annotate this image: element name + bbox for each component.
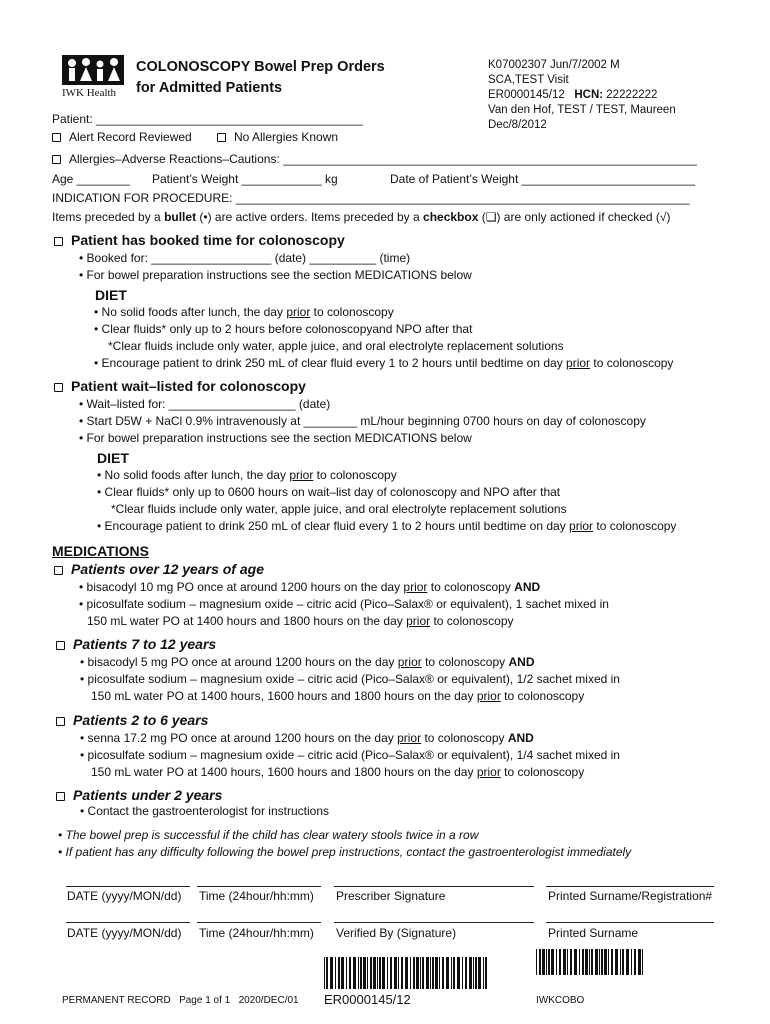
barcode-bar — [446, 957, 449, 989]
barcode-bar — [398, 957, 399, 989]
barcode-bar — [642, 949, 643, 975]
weight-date-field[interactable]: Date of Patient’s Weight __________________________ — [390, 172, 696, 186]
checkbox-icon[interactable] — [56, 641, 65, 650]
waitlisted-diet-item: • No solid foods after lunch, the day prior to colonoscopy — [97, 468, 397, 482]
print-date: 2020/DEC/01 — [238, 995, 299, 1006]
barcode-bar — [563, 949, 566, 975]
barcode-bar — [601, 949, 603, 975]
checkbox-icon[interactable] — [217, 133, 226, 142]
booked-diet-item: • Clear fluids* only up to 2 hours before colonoscopyand NPO after that — [94, 322, 473, 336]
verified-signature-label: Verified By (Signature) — [336, 926, 457, 940]
checkbox-icon[interactable] — [54, 566, 63, 575]
barcode-bar — [634, 949, 636, 975]
date-line — [66, 922, 190, 923]
over12-item-cont: 150 mL water PO at 1400 hours and 1800 hours on the day prior to colonoscopy — [87, 614, 514, 628]
barcode-bar — [567, 949, 568, 975]
allergies-field[interactable]: Allergies–Adverse Reactions–Cautions: ______________________________________________________________ — [69, 152, 697, 166]
barcode-bar — [599, 949, 600, 975]
2to6-item: • picosulfate sodium – magnesium oxide – citric acid (Pico–Salax® or equivalent), 1/4 sachet mixed in — [80, 748, 620, 762]
checkbox-icon[interactable] — [52, 133, 61, 142]
form-title-line2: for Admitted Patients — [136, 80, 283, 96]
encounter-barcode — [324, 957, 490, 989]
patient-id-line: K07002307 Jun/7/2002 M — [488, 59, 620, 71]
time-label: Time (24hour/hh:mm) — [199, 926, 314, 940]
barcode-bar — [631, 949, 632, 975]
success-note: • The bowel prep is successful if the child has clear watery stools twice in a row — [58, 828, 479, 842]
alert-reviewed-checkbox[interactable] — [52, 130, 192, 144]
barcode-bar — [338, 957, 340, 989]
time-line — [197, 886, 321, 887]
barcode-bar — [638, 949, 641, 975]
waitlisted-section-heading[interactable]: Patient wait–listed for colonoscopy — [54, 378, 306, 394]
waitlisted-iv-field[interactable]: • Start D5W + NaCl 0.9% intravenously at ________ mL/hour beginning 0700 hours on day of colonoscopy — [79, 414, 646, 428]
permanent-record-label: PERMANENT RECORD — [62, 995, 171, 1006]
barcode-bar — [465, 957, 467, 989]
barcode-bar — [556, 949, 557, 975]
verified-line — [334, 922, 534, 923]
printed-line — [546, 886, 714, 887]
7to12-item: • picosulfate sodium – magnesium oxide – citric acid (Pico–Salax® or equivalent), 1/2 sachet mixed in — [80, 672, 620, 686]
7to12-item-cont: 150 mL water PO at 1400 hours, 1600 hours and 1800 hours on the day prior to colonoscopy — [91, 689, 585, 703]
no-allergies-label: No Allergies Known — [234, 130, 339, 144]
7to12-heading[interactable]: Patients 7 to 12 years — [56, 636, 216, 652]
barcode-bar — [373, 957, 376, 989]
allergies-checkbox[interactable] — [52, 152, 697, 166]
date-label: DATE (yyyy/MON/dd) — [67, 889, 182, 903]
barcode-bar — [379, 957, 381, 989]
encounter-number: ER0000145/12 — [488, 89, 565, 101]
under2-heading[interactable]: Patients under 2 years — [56, 787, 222, 803]
barcode-bar — [626, 949, 629, 975]
barcode-bar — [382, 957, 385, 989]
logo-text: IWK Health — [62, 87, 117, 99]
barcode-bar — [582, 949, 584, 975]
barcode-bar — [394, 957, 397, 989]
barcode-bar — [453, 957, 455, 989]
booked-diet-item: • Encourage patient to drink 250 mL of clear fluid every 1 to 2 hours until bedtime on day prior to colonoscopy — [94, 356, 674, 370]
hcn-label: HCN: — [574, 89, 604, 101]
barcode-bar — [542, 949, 545, 975]
over12-item: • bisacodyl 10 mg PO once at around 1200 hours on the day prior to colonoscopy AND — [79, 580, 541, 594]
barcode-bar — [536, 949, 537, 975]
checkbox-icon[interactable] — [54, 383, 63, 392]
barcode-bar — [570, 949, 572, 975]
barcode-bar — [478, 957, 481, 989]
checkbox-icon[interactable] — [56, 792, 65, 801]
2to6-heading[interactable]: Patients 2 to 6 years — [56, 712, 208, 728]
over12-heading[interactable]: Patients over 12 years of age — [54, 561, 264, 577]
waitlisted-instructions: • For bowel preparation instructions see the section MEDICATIONS below — [79, 431, 472, 445]
barcode-bar — [370, 957, 372, 989]
waitlisted-diet-item: • Clear fluids* only up to 0600 hours on wait–list day of colonoscopy and NPO after that — [97, 485, 561, 499]
footer-record-info — [62, 995, 299, 1006]
barcode-bar — [548, 949, 550, 975]
over12-item: • picosulfate sodium – magnesium oxide – citric acid (Pico–Salax® or equivalent), 1 sachet mixed in — [79, 597, 609, 611]
barcode-bar — [457, 957, 460, 989]
indication-field[interactable]: INDICATION FOR PROCEDURE: ____________________________________________________________________ — [52, 191, 690, 205]
patient-visit-line: SCA,TEST Visit — [488, 74, 569, 86]
form-title-line1: COLONOSCOPY Bowel Prep Orders — [136, 59, 385, 75]
barcode-bar — [326, 957, 328, 989]
hcn-value: 22222222 — [606, 89, 658, 101]
barcode-bar — [349, 957, 351, 989]
barcode-bar — [551, 949, 554, 975]
barcode-bar — [341, 957, 344, 989]
checkbox-icon[interactable] — [54, 237, 63, 246]
form-code: IWKCOBO — [536, 995, 585, 1006]
barcode-bar — [324, 957, 325, 989]
barcode-bar — [353, 957, 356, 989]
barcode-bar — [330, 957, 333, 989]
barcode-bar — [585, 949, 588, 975]
barcode-id-text: ER0000145/12 — [324, 992, 411, 1007]
barcode-bar — [367, 957, 368, 989]
barcode-bar — [387, 957, 388, 989]
time-line — [197, 922, 321, 923]
waitlisted-diet-heading: DIET — [97, 450, 129, 466]
barcode-bar — [611, 949, 613, 975]
checkbox-icon[interactable] — [52, 155, 61, 164]
barcode-bar — [462, 957, 463, 989]
booked-instructions: • For bowel preparation instructions see the section MEDICATIONS below — [79, 268, 472, 282]
barcode-bar — [335, 957, 336, 989]
barcode-bar — [485, 957, 487, 989]
barcode-bar — [377, 957, 378, 989]
alert-reviewed-label: Alert Record Reviewed — [69, 130, 192, 144]
barcode-bar — [432, 957, 434, 989]
prescriber-line — [334, 886, 534, 887]
barcode-bar — [426, 957, 429, 989]
instructions-text: Items preceded by a bullet (•) are active orders. Items preceded by a checkbox (❏) are only actioned if checked (√) — [52, 210, 671, 224]
no-allergies-checkbox[interactable] — [217, 130, 338, 144]
barcode-bar — [608, 949, 609, 975]
difficulty-note: • If patient has any difficulty following the bowel prep instructions, contact the gastroenterologist immediately — [58, 845, 632, 859]
date-label: DATE (yyyy/MON/dd) — [67, 926, 182, 940]
patient-field[interactable]: Patient: ________________________________________ — [52, 112, 363, 126]
2to6-item-cont: 150 mL water PO at 1400 hours, 1600 hours and 1800 hours on the day prior to colonoscopy — [91, 765, 585, 779]
barcode-bar — [430, 957, 431, 989]
barcode-bar — [416, 957, 419, 989]
barcode-bar — [539, 949, 541, 975]
barcode-bar — [469, 957, 472, 989]
barcode-bar — [410, 957, 411, 989]
barcode-bar — [405, 957, 408, 989]
barcode-bar — [439, 957, 440, 989]
barcode-bar — [390, 957, 392, 989]
booked-date-field[interactable]: • Booked for: __________________ (date) __________ (time) — [79, 251, 411, 265]
iwk-health-logo — [60, 53, 126, 99]
printed-surname-registration-label: Printed Surname/Registration# — [548, 889, 713, 903]
form-barcode — [536, 949, 648, 975]
barcode-bar — [559, 949, 561, 975]
barcode-bar — [591, 949, 593, 975]
barcode-bar — [420, 957, 421, 989]
barcode-bar — [413, 957, 415, 989]
barcode-bar — [546, 949, 547, 975]
printed-surname-label: Printed Surname — [548, 926, 639, 940]
barcode-bar — [622, 949, 624, 975]
waitlisted-date-field[interactable]: • Wait–listed for: ___________________ (date) — [79, 397, 331, 411]
barcode-bar — [595, 949, 598, 975]
time-label: Time (24hour/hh:mm) — [199, 889, 314, 903]
barcode-bar — [451, 957, 452, 989]
barcode-bar — [475, 957, 477, 989]
waitlisted-diet-note: *Clear fluids include only water, apple juice, and oral electrolyte replacement solutions — [111, 502, 567, 516]
barcode-bar — [360, 957, 362, 989]
7to12-item: • bisacodyl 5 mg PO once at around 1200 hours on the day prior to colonoscopy AND — [80, 655, 535, 669]
waitlisted-diet-item: • Encourage patient to drink 250 mL of clear fluid every 1 to 2 hours until bedtime on day prior to colonoscopy — [97, 519, 677, 533]
age-field[interactable]: Age ________ — [52, 172, 131, 186]
barcode-bar — [346, 957, 347, 989]
barcode-bar — [574, 949, 577, 975]
patient-encounter-line — [488, 88, 657, 103]
barcode-bar — [473, 957, 474, 989]
weight-field[interactable]: Patient’s Weight ____________ kg — [152, 172, 338, 186]
under2-item: • Contact the gastroenterologist for instructions — [80, 804, 329, 818]
2to6-item: • senna 17.2 mg PO once at around 1200 hours on the day prior to colonoscopy AND — [80, 731, 534, 745]
prescriber-signature-label: Prescriber Signature — [336, 889, 446, 903]
patient-name-line: Van den Hof, TEST / TEST, Maureen — [488, 104, 676, 116]
checkbox-icon[interactable] — [56, 717, 65, 726]
booked-diet-note: *Clear fluids include only water, apple juice, and oral electrolyte replacement solutions — [108, 339, 564, 353]
barcode-bar — [401, 957, 403, 989]
barcode-bar — [620, 949, 621, 975]
date-line — [66, 886, 190, 887]
barcode-bar — [589, 949, 590, 975]
barcode-bar — [363, 957, 366, 989]
booked-section-heading[interactable]: Patient has booked time for colonoscopy — [54, 232, 345, 248]
barcode-bar — [422, 957, 424, 989]
barcode-bar — [483, 957, 484, 989]
barcode-bar — [615, 949, 618, 975]
printed-line — [546, 922, 714, 923]
barcode-bar — [604, 949, 607, 975]
barcode-bar — [442, 957, 444, 989]
barcode-bar — [579, 949, 580, 975]
barcode-bar — [358, 957, 359, 989]
patient-date-line: Dec/8/2012 — [488, 119, 547, 131]
page-number: Page 1 of 1 — [179, 995, 231, 1006]
booked-diet-heading: DIET — [95, 287, 127, 303]
booked-diet-item: • No solid foods after lunch, the day prior to colonoscopy — [94, 305, 394, 319]
barcode-bar — [435, 957, 438, 989]
medications-heading: MEDICATIONS — [52, 543, 149, 559]
